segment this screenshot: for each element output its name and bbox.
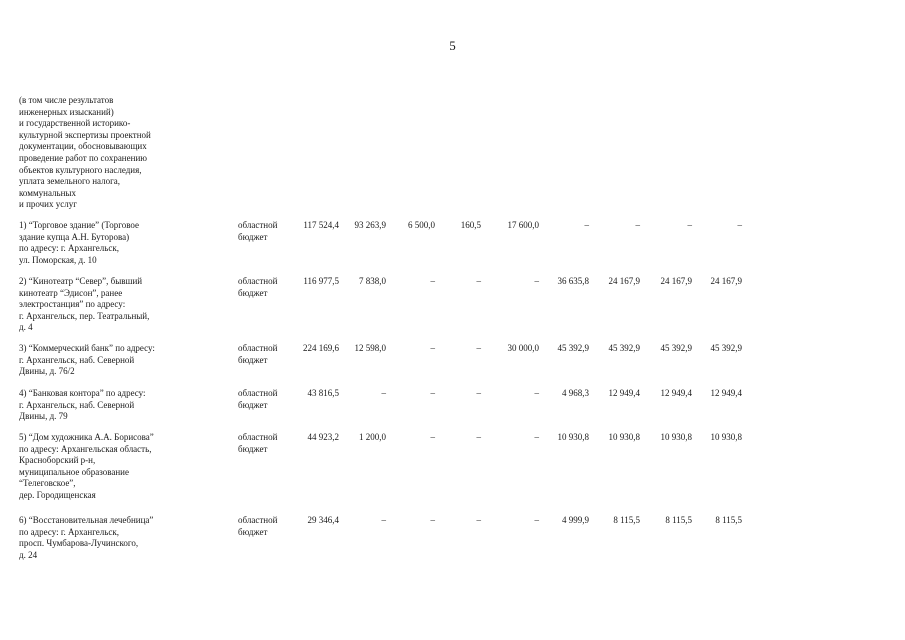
value-cell: 8 115,5 xyxy=(613,515,640,525)
intro-line: уплата земельного налога, xyxy=(19,176,121,187)
value-cell: 10 930,8 xyxy=(710,432,742,442)
value-cell: – xyxy=(430,343,435,353)
intro-line: проведение работ по сохранению xyxy=(19,152,147,163)
value-cell: 45 392,9 xyxy=(660,343,692,353)
value-cell: 45 392,9 xyxy=(557,343,589,353)
value-cell: 1 200,0 xyxy=(359,432,386,442)
value-cell: – xyxy=(737,220,742,230)
value-cell: – xyxy=(534,276,539,286)
value-cell: 8 115,5 xyxy=(665,515,692,525)
value-cell: 24 167,9 xyxy=(710,276,742,286)
value-total: 29 346,4 xyxy=(307,515,339,525)
value-cell: 30 000,0 xyxy=(507,343,539,353)
value-cell: 12 949,4 xyxy=(710,388,742,398)
value-cell: – xyxy=(430,432,435,442)
value-cell: 6 500,0 xyxy=(408,220,435,230)
value-cell: 36 635,8 xyxy=(557,276,589,286)
intro-line: объектов культурного наследия, xyxy=(19,164,142,175)
value-cell: – xyxy=(584,220,589,230)
value-total: 117 524,4 xyxy=(303,220,339,230)
value-cell: – xyxy=(476,388,481,398)
value-cell: 12 949,4 xyxy=(608,388,640,398)
value-cell: 24 167,9 xyxy=(608,276,640,286)
intro-line: документации, обосновывающих xyxy=(19,141,147,152)
value-total: 224 169,6 xyxy=(303,343,339,353)
value-total: 43 816,5 xyxy=(307,388,339,398)
funding-source: областной бюджет xyxy=(238,220,278,242)
intro-line: и государственной историко- xyxy=(19,118,131,129)
value-cell: – xyxy=(534,515,539,525)
value-cell: – xyxy=(381,388,386,398)
value-cell: 7 838,0 xyxy=(359,276,386,286)
page-number: 5 xyxy=(449,38,456,53)
object-name: 6) “Восстановительная лечебница” по адресу: г. Архангельск, просп. Чумбарова-Лучинского, д. 24 xyxy=(19,515,154,560)
value-cell: 12 949,4 xyxy=(660,388,692,398)
funding-source: областной бюджет xyxy=(238,388,278,410)
value-cell: 10 930,8 xyxy=(660,432,692,442)
intro-line: инженерных изысканий) xyxy=(19,106,114,117)
value-cell: 24 167,9 xyxy=(660,276,692,286)
value-cell: 10 930,8 xyxy=(557,432,589,442)
value-cell: – xyxy=(381,515,386,525)
value-cell: 4 999,9 xyxy=(562,515,589,525)
object-name: 3) “Коммерческий банк” по адресу: г. Архангельск, наб. Северной Двины, д. 76/2 xyxy=(19,343,155,377)
value-total: 44 923,2 xyxy=(307,432,339,442)
value-cell: – xyxy=(476,343,481,353)
value-cell: – xyxy=(687,220,692,230)
intro-line: культурной экспертизы проектной xyxy=(19,129,151,140)
value-cell: – xyxy=(430,515,435,525)
value-cell: – xyxy=(635,220,640,230)
value-total: 116 977,5 xyxy=(303,276,339,286)
object-name: 2) “Кинотеатр “Север”, бывший кинотеатр “Эдисон”, ранее электростанция” по адресу: г. Архангельск, пер. Театральный, д. 4 xyxy=(19,276,150,333)
value-cell: – xyxy=(476,276,481,286)
value-cell: 45 392,9 xyxy=(608,343,640,353)
value-cell: 12 598,0 xyxy=(354,343,386,353)
value-cell: – xyxy=(534,432,539,442)
object-name: 5) “Дом художника А.А. Борисова” по адресу: Архангельская область, Красноборский р-н, муниципальное образование “Телеговское”, дер. Городищенская xyxy=(19,432,154,500)
value-cell: 10 930,8 xyxy=(608,432,640,442)
funding-source: областной бюджет xyxy=(238,276,278,298)
value-cell: – xyxy=(476,432,481,442)
funding-source: областной бюджет xyxy=(238,343,278,365)
value-cell: 45 392,9 xyxy=(710,343,742,353)
value-cell: 4 968,3 xyxy=(562,388,589,398)
intro-line: и прочих услуг xyxy=(19,199,77,210)
object-name: 1) “Торговое здание” (Торговое здание купца А.Н. Буторова) по адресу: г. Архангельск, ул. Поморская, д. 10 xyxy=(19,220,139,265)
value-cell: 93 263,9 xyxy=(354,220,386,230)
funding-source: областной бюджет xyxy=(238,515,278,537)
intro-line: коммунальных xyxy=(19,187,76,198)
intro-text xyxy=(19,95,219,211)
value-cell: – xyxy=(534,388,539,398)
object-name: 4) “Банковая контора” по адресу: г. Архангельск, наб. Северной Двины, д. 79 xyxy=(19,388,146,422)
intro-line: (в том числе результатов xyxy=(19,95,114,105)
value-cell: 160,5 xyxy=(460,220,481,230)
value-cell: – xyxy=(430,276,435,286)
value-cell: – xyxy=(476,515,481,525)
value-cell: 17 600,0 xyxy=(507,220,539,230)
value-cell: – xyxy=(430,388,435,398)
value-cell: 8 115,5 xyxy=(715,515,742,525)
funding-source: областной бюджет xyxy=(238,432,278,454)
